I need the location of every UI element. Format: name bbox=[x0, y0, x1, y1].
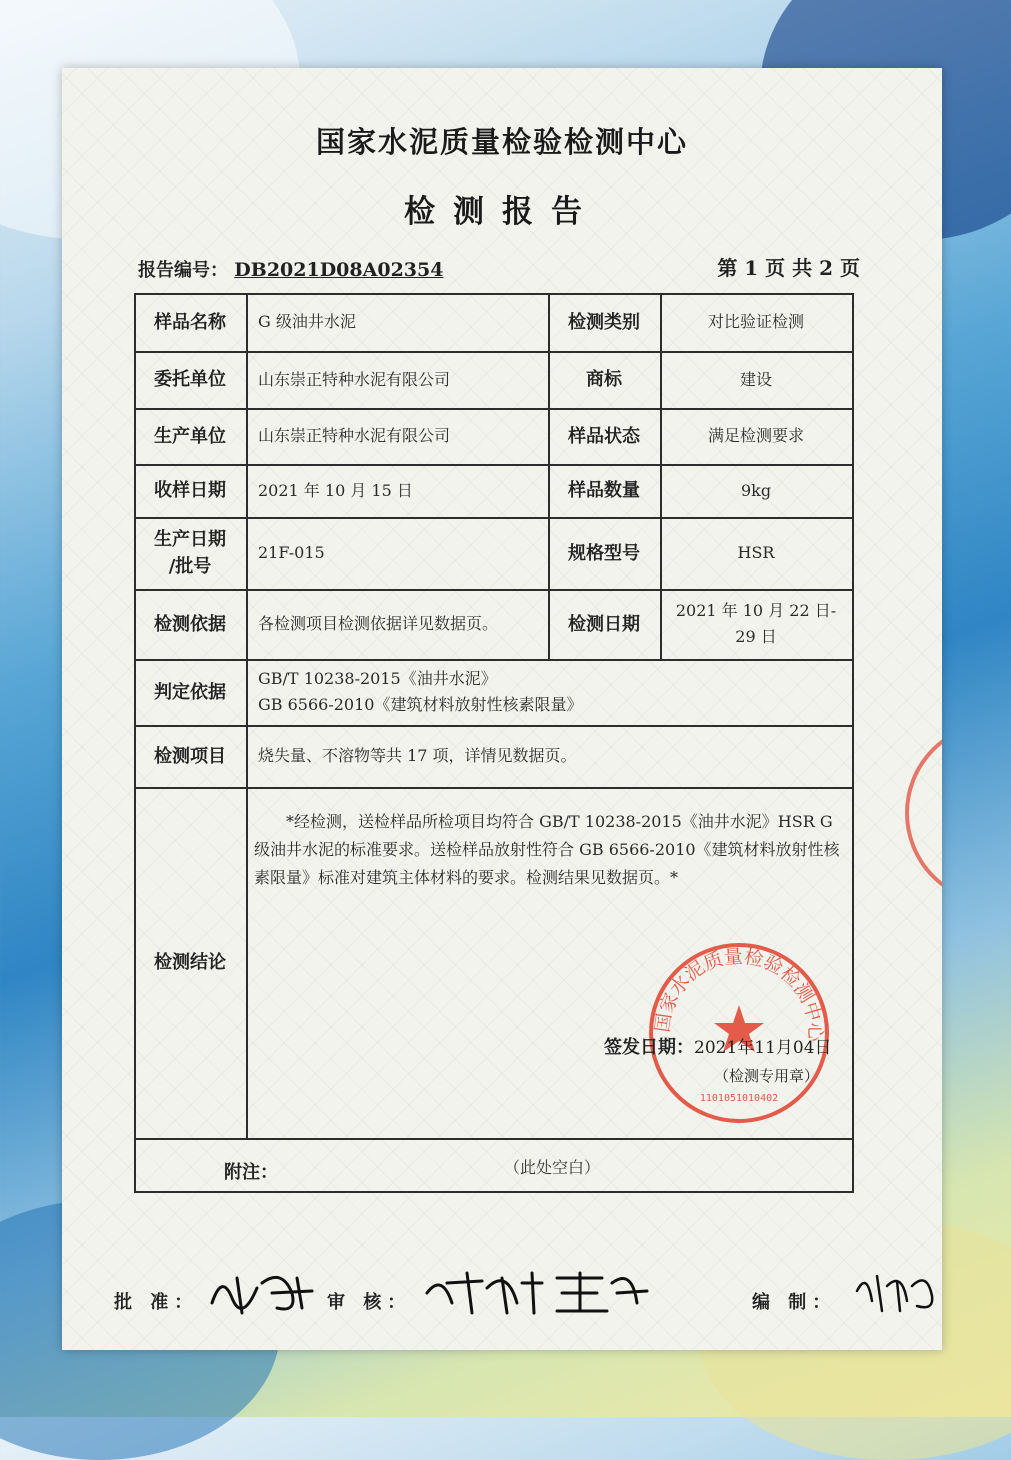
sample-name-label: 样品名称 bbox=[154, 311, 226, 333]
review-signature bbox=[422, 1263, 652, 1323]
report-number-value: DB2021D08A02354 bbox=[234, 259, 444, 281]
test-date-label: 检测日期 bbox=[568, 613, 640, 635]
judge-line1: GB/T 10238-2015《油井水泥》 bbox=[258, 669, 497, 689]
seal-text: 国家水泥质量检验检测中心 bbox=[651, 945, 827, 1042]
test-date-value bbox=[660, 589, 852, 659]
org-title: 国家水泥质量检验检测中心 bbox=[315, 125, 688, 159]
trademark-label: 商标 bbox=[586, 369, 622, 390]
compile-signature bbox=[852, 1266, 942, 1316]
compile-label: 编 制： bbox=[752, 1292, 837, 1313]
sample-qty-label: 样品数量 bbox=[568, 480, 640, 501]
conclusion-text: *经检测，送检样品所检项目均符合 GB/T 10238-2015《油井水泥》HSR G 级油井水泥的标准要求。送检样品放射性符合 GB 6566-2010《建筑材料放射性核素限量》标准对建筑主体材料的要求。检测结果见数据页。* bbox=[254, 812, 840, 887]
test-date-line1: 2021 年 10 月 22 日- bbox=[675, 601, 837, 621]
client-label: 委托单位 bbox=[154, 369, 226, 390]
page-info: 第 1 页 共 2 页 bbox=[717, 256, 860, 280]
report-number-label: 报告编号： bbox=[138, 260, 228, 281]
judge-line2: GB 6566-2010《建筑材料放射性核素限量》 bbox=[258, 695, 583, 714]
table-border bbox=[134, 1191, 854, 1193]
judge-value bbox=[246, 659, 858, 725]
client-value: 山东崇正特种水泥有限公司 bbox=[258, 369, 451, 389]
test-type-value: 对比验证检测 bbox=[707, 312, 804, 332]
prod-date-label-line2: /批号 bbox=[168, 556, 212, 577]
report-table bbox=[134, 293, 854, 1303]
test-date-line2: 29 日 bbox=[735, 627, 777, 646]
doc-title: 检测报告 bbox=[404, 194, 600, 230]
report-number bbox=[138, 256, 443, 282]
basis-value: 各检测项目检测依据详见数据页。 bbox=[258, 614, 499, 634]
edge-seal bbox=[897, 713, 942, 913]
items-label: 检测项目 bbox=[154, 745, 226, 767]
note-label: 附注： bbox=[224, 1162, 278, 1183]
judge-label: 判定依据 bbox=[154, 681, 226, 703]
prod-date-label bbox=[134, 517, 246, 589]
producer-value: 山东崇正特种水泥有限公司 bbox=[258, 426, 451, 446]
spec-label: 规格型号 bbox=[568, 542, 640, 564]
issue-date-value: 2021年11月04日 bbox=[694, 1038, 832, 1058]
receive-date-value: 2021 年 10 月 15 日 bbox=[258, 480, 413, 500]
table-border bbox=[134, 1138, 854, 1140]
review-label: 审 核： bbox=[327, 1292, 412, 1313]
producer-label: 生产单位 bbox=[154, 425, 226, 447]
sample-state-label: 样品状态 bbox=[568, 425, 640, 447]
note-value: （此处空白） bbox=[504, 1158, 601, 1177]
receive-date-label: 收样日期 bbox=[154, 480, 226, 501]
sample-state-value: 满足检测要求 bbox=[707, 426, 804, 446]
conclusion-label: 检测结论 bbox=[154, 952, 226, 973]
approve-label: 批 准： bbox=[114, 1292, 199, 1313]
basis-label: 检测依据 bbox=[154, 613, 226, 635]
sample-qty-value: 9kg bbox=[740, 480, 772, 500]
report-sheet bbox=[62, 68, 942, 1350]
trademark-value: 建设 bbox=[739, 369, 772, 389]
issue-date bbox=[604, 1033, 832, 1059]
seal-number: 1101051010402 bbox=[699, 1093, 779, 1104]
sample-name-value: G 级油井水泥 bbox=[258, 312, 356, 332]
approve-signature bbox=[202, 1263, 332, 1323]
prod-date-label-line1: 生产日期 bbox=[154, 529, 226, 550]
issue-date-label: 签发日期： bbox=[604, 1037, 694, 1058]
test-type-label: 检测类别 bbox=[568, 311, 640, 333]
seal-usage: （检测专用章） bbox=[714, 1067, 820, 1085]
spec-value: HSR bbox=[737, 543, 775, 563]
batch-no-value: 21F-015 bbox=[258, 543, 325, 563]
items-value: 烧失量、不溶物等共 17 项，详情见数据页。 bbox=[258, 746, 577, 766]
